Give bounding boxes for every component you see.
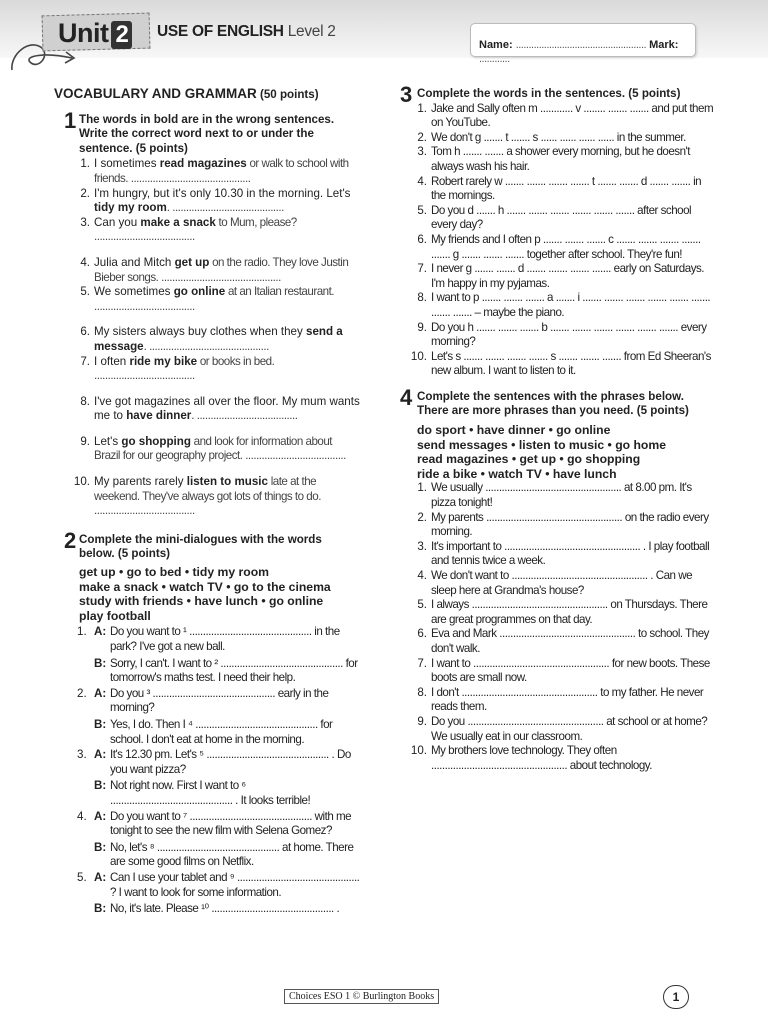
exercise-items (400, 481, 715, 773)
right-column (400, 80, 715, 773)
phrase-row: make a snack • watch TV • go to the cinema (79, 579, 331, 594)
list-item (400, 204, 715, 233)
answer-line[interactable]: late at the weekend. They've always got lots of things to do. ..................................... (94, 475, 321, 518)
list-item (54, 395, 360, 424)
dialogue-number: 2. (77, 686, 87, 700)
dialogue-number: 3. (77, 748, 87, 762)
list-item (400, 131, 715, 146)
item-text[interactable]: I want to .................................................. for new boots. These boots are small now. (431, 656, 710, 685)
dialogue-line (54, 810, 360, 839)
exercise-4 (400, 384, 715, 773)
item-number: 9. (417, 714, 427, 728)
item-number: 1. (80, 157, 90, 171)
item-text-pre: My parents rarely (94, 475, 187, 489)
exercise-3 (400, 82, 715, 379)
list-item (400, 598, 715, 627)
list-item (400, 569, 715, 598)
item-text-pre: We sometimes (94, 285, 174, 299)
item-number: 10. (410, 349, 427, 363)
item-text-pre: I often (94, 354, 130, 368)
item-number: 2. (80, 186, 90, 200)
phrase-row: play football (79, 608, 151, 623)
exercise-instruction: Complete the words in the sentences. (5 points) (417, 87, 681, 100)
phrase-bank (54, 565, 360, 623)
footer-credit: Choices ESO 1 © Burlington Books (284, 989, 439, 1004)
item-text-pre: I sometimes (94, 157, 160, 171)
list-item (54, 216, 360, 245)
item-text[interactable]: I never g ....... ....... d ....... ....... ....... ....... early on Saturdays. I'm happy in my pyjamas. (431, 262, 705, 290)
item-number: 10. (410, 744, 427, 758)
page-number: 1 (663, 985, 689, 1009)
item-text-pre: Julia and Mitch (94, 255, 175, 269)
item-number: 7. (80, 354, 90, 368)
answer-line[interactable]: and look for information about Brazil for our geography project. ..................................... (94, 434, 346, 463)
item-keyword: go online (173, 285, 226, 299)
level-label: Level 2 (287, 23, 336, 40)
exercise-instruction: Complete the sentences with the phrases below. There are more phrases than you need. (5 points) (417, 389, 689, 418)
item-keyword: listen to music (186, 475, 268, 489)
dialogue (54, 871, 360, 917)
unit-number: 2 (111, 21, 132, 49)
item-keyword: tidy my room (94, 201, 167, 215)
list-item (400, 511, 715, 540)
name-label: Name: (479, 39, 513, 51)
item-number: 4. (80, 255, 90, 269)
item-number: 2. (417, 130, 427, 144)
item-text[interactable]: Do you .................................................. at school or at home? We usually eat in our classroom. (431, 714, 708, 743)
phrase-row: send messages • listen to music • go home (417, 437, 666, 452)
item-number: 1. (417, 481, 427, 495)
item-text[interactable]: We don't want to .................................................. . Can we sleep here at Grandma's house? (431, 569, 693, 597)
dialogue-text[interactable]: Do you want to ⁷ ............................................. with me tonight to see the new film with Selena Gomez? (110, 809, 352, 838)
item-number: 5. (80, 285, 90, 299)
item-number: 9. (80, 434, 90, 448)
unit-label (58, 17, 132, 49)
phrase-row: do sport • have dinner • go online (417, 423, 611, 438)
dialogue-line (54, 902, 360, 917)
name-field[interactable]: ................................................... (515, 39, 647, 51)
list-item (54, 325, 360, 354)
dialogue-text[interactable]: No, it's late. Please ¹⁰ ............................................. . (110, 902, 340, 916)
item-text[interactable]: Let's s ....... ....... ....... ....... s ....... ....... ....... from Ed Sheeran's new album. I want to listen to it. (431, 349, 711, 378)
phrase-row: study with friends • have lunch • go online (79, 594, 324, 609)
list-item (400, 175, 715, 204)
phrase-row: read magazines • get up • go shopping (417, 452, 641, 467)
item-text[interactable]: Eva and Mark .................................................. to school. They don't walk. (431, 627, 709, 655)
list-item (400, 627, 715, 656)
dialogue-text[interactable]: Yes, I do. Then I ⁴ ............................................. for school. I don't eat at home in the morning. (110, 717, 333, 746)
dialogue-line (54, 779, 360, 808)
list-item (400, 715, 715, 744)
list-item (54, 157, 360, 186)
speaker-label: A: (94, 809, 107, 823)
dialogue-number: 4. (77, 809, 87, 823)
vocab-points: (50 points) (259, 88, 319, 101)
dialogue-number: 1. (77, 625, 87, 639)
list-item (54, 355, 360, 384)
item-text-pre: My sisters always buy clothes when they (94, 325, 306, 339)
item-text-pre: I've got magazines all over the floor. My mum wants me to (94, 394, 360, 423)
dialogue-line (54, 718, 360, 747)
title-text: USE OF ENGLISH (157, 23, 284, 40)
name-mark-box (470, 23, 696, 65)
dialogue-text[interactable]: Can I use your tablet and ⁹ ............................................. ? I want to look for some information. (110, 870, 360, 899)
item-number: 8. (80, 394, 90, 408)
exercise-2 (54, 527, 360, 917)
dialogue-number: 5. (77, 870, 87, 884)
answer-line[interactable]: . ..................................... (191, 409, 298, 423)
exercise-number: 4 (400, 384, 413, 410)
answer-line[interactable]: or walk to school with friends. ............................................ (94, 157, 349, 185)
dialogue (54, 810, 360, 870)
section-heading (54, 86, 360, 103)
item-number: 7. (417, 656, 427, 670)
phrase-row: get up • go to bed • tidy my room (79, 565, 269, 580)
list-item (400, 233, 715, 262)
list-item (400, 657, 715, 686)
item-text[interactable]: Jake and Sally often m ............ v ........ ....... ....... and put them on YouTube. (431, 101, 714, 130)
dialogue-list (54, 625, 360, 916)
exercise-instruction: Complete the mini-dialogues with the words below. (5 points) (79, 532, 322, 561)
item-number: 6. (417, 627, 427, 641)
exercise-items (400, 102, 715, 379)
list-item (400, 262, 715, 291)
item-text[interactable]: We usually .................................................. at 8.00 pm. It's pizza tonight! (431, 481, 692, 510)
dialogue-line (54, 748, 360, 777)
dialogue (54, 687, 360, 747)
item-text[interactable]: My brothers love technology. They often .................................................. about technology. (431, 744, 652, 772)
list-item (400, 686, 715, 715)
item-number: 5. (417, 598, 427, 612)
item-number: 4. (417, 174, 427, 188)
dialogue-text[interactable]: Not right now. First I want to ⁶ ............................................. . It looks terrible! (110, 779, 311, 807)
item-text-pre: Can you (94, 215, 141, 229)
list-item (400, 350, 715, 379)
answer-line[interactable]: . ............................................ (143, 339, 269, 353)
speaker-label: B: (94, 779, 107, 793)
item-text[interactable]: We don't g ....... t ....... s ...... ...... ...... ...... in the summer. (431, 130, 686, 144)
item-text[interactable]: I want to p ....... ....... ....... a ....... i ....... ....... ....... ....... ....... ....... ....... ....... – maybe the piano. (431, 291, 711, 319)
speaker-label: A: (94, 625, 107, 639)
dialogue-line (54, 625, 360, 654)
item-number: 2. (417, 510, 427, 524)
item-number: 3. (80, 215, 90, 229)
dialogue (54, 625, 360, 685)
item-number: 8. (417, 291, 427, 305)
item-text[interactable]: Do you h ....... ....... ....... b ....... ....... ....... ....... ....... ....... every morning? (431, 320, 707, 349)
item-number: 3. (417, 539, 427, 553)
item-text[interactable]: Do you d ....... h ....... ....... ....... ....... ....... ....... after school every day? (431, 203, 692, 232)
item-text[interactable]: I don't .................................................. to my father. He never reads them. (431, 685, 704, 714)
dialogue (54, 748, 360, 808)
item-text[interactable]: I always .................................................. on Thursdays. There are great programmes on that day. (431, 598, 708, 626)
exercise-number: 2 (64, 527, 77, 553)
mark-field[interactable]: ............ (479, 53, 510, 65)
list-item (400, 540, 715, 569)
item-number: 7. (417, 262, 427, 276)
item-keyword: have dinner (126, 409, 192, 423)
dialogue-line (54, 687, 360, 716)
dialogue-text[interactable]: Do you want to ¹ ............................................. in the park? I've got a new ball. (110, 625, 340, 653)
item-keyword: read magazines (159, 157, 247, 171)
speaker-label: B: (94, 717, 107, 731)
list-item (400, 321, 715, 350)
item-text[interactable]: Tom h ....... ....... a shower every morning, but he doesn't always wash his hair. (431, 145, 690, 173)
item-keyword: ride my bike (129, 354, 198, 368)
item-number: 6. (80, 325, 90, 339)
exercise-items (54, 157, 360, 518)
dialogue-text[interactable]: No, let's ⁸ ............................................. at home. There are some good films on Netflix. (110, 840, 354, 869)
item-keyword: get up (174, 255, 210, 269)
list-item (400, 744, 715, 773)
item-text[interactable]: It's important to .................................................. . I play football and tennis twice a week. (431, 539, 710, 568)
answer-line[interactable]: at an Italian restaurant. ..................................... (94, 285, 335, 313)
speaker-label: B: (94, 840, 107, 854)
item-number: 9. (417, 320, 427, 334)
exercise-number: 1 (64, 107, 77, 133)
item-keyword: go shopping (121, 434, 191, 448)
dialogue-text[interactable]: Sorry, I can't. I want to ² ............................................. for tomorrow's maths test. I need their help. (110, 656, 358, 685)
list-item (54, 285, 360, 314)
page-title (157, 25, 336, 40)
item-text-pre: Let's (94, 434, 122, 448)
item-number: 1. (417, 101, 427, 115)
list-item (400, 481, 715, 510)
vocab-heading: VOCABULARY AND GRAMMAR (54, 86, 257, 101)
item-text[interactable]: My parents .................................................. on the radio every morning. (431, 510, 709, 539)
phrase-bank (400, 423, 715, 481)
dialogue-text[interactable]: Do you ³ ............................................. early in the morning? (110, 686, 329, 715)
item-number: 4. (417, 569, 427, 582)
list-item (54, 187, 360, 216)
list-item (54, 435, 360, 464)
item-keyword: make a snack (140, 215, 216, 229)
list-item (54, 475, 360, 519)
item-number: 3. (417, 145, 427, 159)
answer-line[interactable]: or books in bed. ..................................... (94, 354, 275, 383)
phrase-row: ride a bike • watch TV • have lunch (417, 466, 617, 481)
exercise-number: 3 (400, 82, 413, 107)
item-text[interactable]: Robert rarely w ....... ....... ....... ....... t ....... ....... d ....... ....... in the mornings. (431, 174, 702, 203)
item-keyword: send a message (94, 325, 343, 353)
exercise-instruction: The words in bold are in the wrong sentences. Write the correct word next to or under the sentence. (5 points) (79, 112, 335, 155)
answer-line[interactable]: on the radio. They love Justin Bieber songs. ............................................ (94, 255, 349, 284)
item-number: 6. (417, 232, 427, 246)
item-number: 8. (417, 685, 427, 699)
list-item (400, 291, 715, 320)
answer-line[interactable]: . ......................................... (166, 201, 284, 215)
speaker-label: A: (94, 748, 107, 762)
list-item (54, 256, 360, 285)
speaker-label: B: (94, 902, 107, 916)
item-number: 5. (417, 203, 427, 217)
exercise-1 (54, 107, 360, 519)
speaker-label: B: (94, 656, 107, 670)
dialogue-line (54, 841, 360, 870)
list-item (400, 145, 715, 174)
speaker-label: A: (94, 686, 107, 700)
item-number: 10. (73, 475, 90, 489)
dialogue-line (54, 871, 360, 900)
dialogue-line (54, 657, 360, 686)
speaker-label: A: (94, 870, 107, 884)
unit-word: Unit (58, 18, 109, 48)
dialogue-text[interactable]: It's 12.30 pm. Let's ⁵ ............................................. . Do you want pizza? (110, 748, 351, 776)
mark-label: Mark: (649, 39, 679, 51)
answer-line[interactable]: to Mum, please? ..................................... (94, 215, 297, 244)
list-item (400, 102, 715, 131)
item-text[interactable]: My friends and I often p ....... ....... ....... c ....... ....... ....... ....... ....... g ....... ....... ....... together after school. They're fun! (431, 232, 701, 261)
item-text-pre: I'm hungry, but it's only 10.30 in the morning. Let's (94, 186, 351, 200)
left-column (54, 80, 360, 917)
